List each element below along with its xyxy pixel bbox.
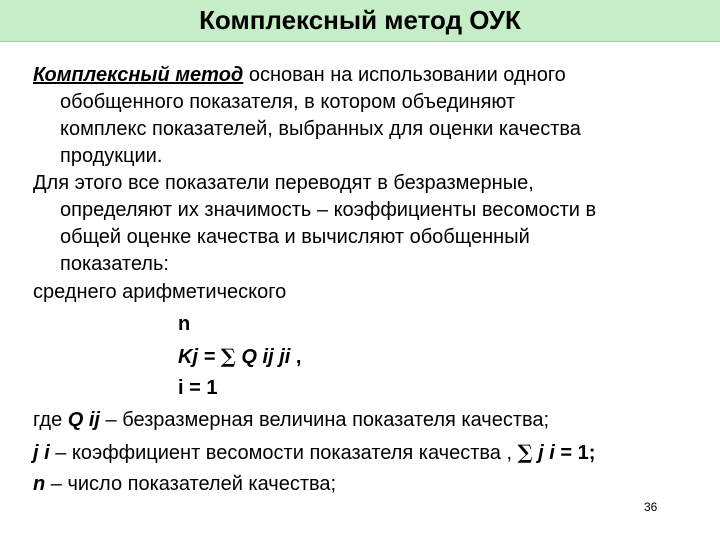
slide-title: Комплексный метод ОУК xyxy=(199,5,521,35)
def-n xyxy=(33,471,336,497)
def-n-symbol: n xyxy=(33,473,46,495)
formula-lhs: Kj = xyxy=(178,346,221,368)
p2-line1: Для этого все показатели переводят в безразмерные, xyxy=(33,172,534,194)
p1-line1 xyxy=(33,62,566,88)
title-bar xyxy=(0,0,720,42)
formula-rhs: Q ij ji xyxy=(235,346,291,368)
formula-lower-limit: i = 1 xyxy=(178,377,218,399)
def-q xyxy=(33,407,549,433)
p3-line: среднего арифметического xyxy=(33,281,287,303)
def-n-text: – число показателей качества; xyxy=(45,473,337,495)
p1-line4: продукции. xyxy=(60,145,163,167)
p2-line4: показатель: xyxy=(60,253,169,275)
p2-line2: определяют их значимость – коэффициенты весомости в xyxy=(60,199,597,221)
p1-line2: обобщенного показателя, в котором объединяют xyxy=(60,91,516,113)
p1-line3: комплекс показателей, выбранных для оценки качества xyxy=(60,118,581,140)
p1-line1-text: основан на использовании одного xyxy=(243,64,566,86)
def-q-text: – безразмерная величина показателя качества; xyxy=(99,409,550,431)
formula-upper-limit: n xyxy=(178,313,191,335)
def-j-sum: j i xyxy=(532,442,555,464)
def-j-symbol: j i xyxy=(33,442,50,464)
page-number: 36 xyxy=(644,500,658,514)
def-j xyxy=(33,439,595,466)
sigma-symbol: ∑ xyxy=(517,440,533,464)
formula-tail: , xyxy=(290,346,302,368)
def-j-eq: = 1; xyxy=(554,442,596,464)
def-q-prefix: где xyxy=(33,409,68,431)
formula xyxy=(178,343,301,370)
def-j-text: – коэффициент весомости показателя качества , xyxy=(49,442,518,464)
p2-line3: общей оценке качества и вычисляют обобщенный xyxy=(60,226,530,248)
def-q-symbol: Q ij xyxy=(67,409,100,431)
term: Комплексный метод xyxy=(33,64,244,86)
sigma-symbol: ∑ xyxy=(220,344,236,368)
